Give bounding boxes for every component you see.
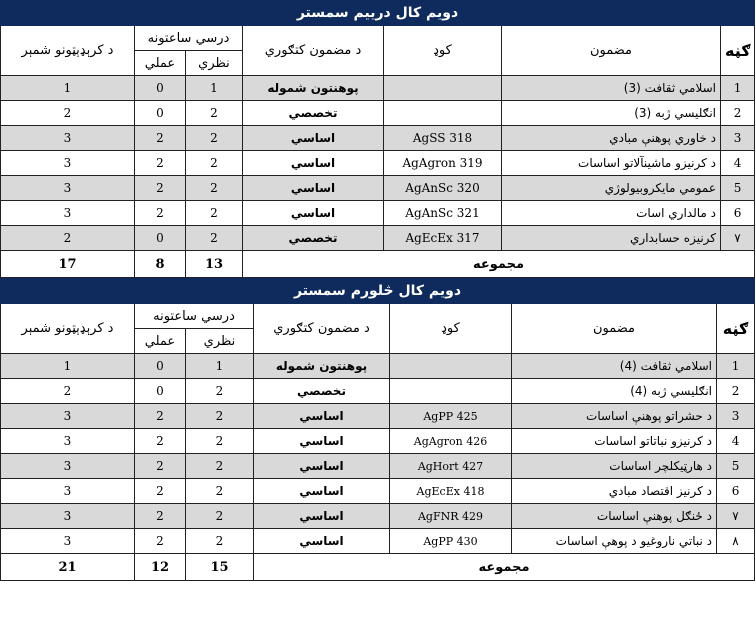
practical-cell: 0 [135, 354, 186, 379]
practical-cell: 2 [135, 126, 186, 151]
table-body [1, 354, 755, 554]
code-cell: AgEcEx 418 [390, 479, 512, 504]
practical-cell: 0 [135, 226, 186, 251]
number-sign-icon: ګڼه [722, 319, 749, 338]
number-cell: 1 [717, 354, 755, 379]
subject-cell: کرنیزه حسابداري [502, 226, 721, 251]
category-header: د مضمون کتګوري [254, 304, 390, 354]
table-row [1, 504, 755, 529]
number-sign-icon: ګڼه [725, 41, 751, 60]
credits-cell: 3 [1, 404, 135, 429]
code-cell [384, 76, 502, 101]
number-cell: 6 [717, 479, 755, 504]
header-row [1, 26, 755, 51]
table-row [1, 151, 755, 176]
table-row [1, 529, 755, 554]
total-theory: 15 [186, 554, 254, 581]
credits-cell: 2 [1, 379, 135, 404]
code-cell [390, 354, 512, 379]
number-header [721, 26, 755, 76]
number-cell: ۸ [717, 529, 755, 554]
practical-cell: 2 [135, 201, 186, 226]
hours-header: درسي ساعتونه [135, 26, 243, 51]
number-header [717, 304, 755, 354]
category-cell: اساسي [254, 429, 390, 454]
semester-3-table [0, 0, 755, 278]
category-cell: اساسي [243, 176, 384, 201]
category-cell: اساسي [243, 126, 384, 151]
total-practical: 12 [135, 554, 186, 581]
code-cell: AgPP 425 [390, 404, 512, 429]
category-cell: پوهنتون شموله [243, 76, 384, 101]
table-row [1, 479, 755, 504]
credits-cell: 3 [1, 201, 135, 226]
subject-cell: اسلامي ثقافت (3) [502, 76, 721, 101]
credits-cell: 2 [1, 101, 135, 126]
total-label: مجموعه [254, 554, 755, 581]
table-title-row [1, 1, 755, 26]
table-title-row [1, 279, 755, 304]
table-title: دويم کال څلورم سمستر [1, 279, 755, 304]
number-cell: 4 [721, 151, 755, 176]
practical-cell: 0 [135, 379, 186, 404]
theory-cell: 2 [186, 479, 254, 504]
category-cell: اساسي [254, 479, 390, 504]
subject-cell: د کرنیزو ماشینآلاتو اساسات [502, 151, 721, 176]
category-cell: اساسي [243, 151, 384, 176]
credits-cell: 2 [1, 226, 135, 251]
code-cell: AgAnSc 321 [384, 201, 502, 226]
practical-header: عملي [135, 51, 186, 76]
code-header: کوډ [390, 304, 512, 354]
theory-cell: 1 [186, 76, 243, 101]
code-cell [390, 379, 512, 404]
code-cell: AgSS 318 [384, 126, 502, 151]
table-row [1, 101, 755, 126]
practical-cell: 2 [135, 454, 186, 479]
code-cell: AgAgron 319 [384, 151, 502, 176]
theory-cell: 2 [186, 101, 243, 126]
credits-cell: 3 [1, 176, 135, 201]
subject-cell: د حشراتو پوهنې اساسات [512, 404, 717, 429]
code-cell: AgAgron 426 [390, 429, 512, 454]
theory-cell: 2 [186, 504, 254, 529]
total-credits: 17 [1, 251, 135, 278]
subject-header: مضمون [502, 26, 721, 76]
subject-cell: انګلیسي ژبه (4) [512, 379, 717, 404]
theory-cell: 2 [186, 379, 254, 404]
number-cell: 5 [721, 176, 755, 201]
practical-header: عملي [135, 329, 186, 354]
code-cell: AgAnSc 320 [384, 176, 502, 201]
number-cell: 2 [717, 379, 755, 404]
table-row [1, 226, 755, 251]
theory-cell: 1 [186, 354, 254, 379]
practical-cell: 2 [135, 504, 186, 529]
code-header: کوډ [384, 26, 502, 76]
table-row [1, 379, 755, 404]
hours-header: درسي ساعتونه [135, 304, 254, 329]
category-cell: اساسي [254, 454, 390, 479]
practical-cell: 2 [135, 404, 186, 429]
total-label: مجموعه [243, 251, 755, 278]
category-cell: اساسي [254, 404, 390, 429]
credits-cell: 3 [1, 429, 135, 454]
table-row [1, 454, 755, 479]
table-row [1, 201, 755, 226]
theory-cell: 2 [186, 176, 243, 201]
theory-cell: 2 [186, 151, 243, 176]
theory-cell: 2 [186, 201, 243, 226]
category-cell: تخصصي [254, 379, 390, 404]
total-row [1, 554, 755, 581]
code-cell: AgFNR 429 [390, 504, 512, 529]
subject-cell: د کرنیزو نباتاتو اساسات [512, 429, 717, 454]
theory-cell: 2 [186, 126, 243, 151]
total-credits: 21 [1, 554, 135, 581]
code-cell [384, 101, 502, 126]
table-row [1, 429, 755, 454]
total-practical: 8 [135, 251, 186, 278]
number-cell: 2 [721, 101, 755, 126]
practical-cell: 0 [135, 101, 186, 126]
theory-cell: 2 [186, 404, 254, 429]
table-row [1, 126, 755, 151]
credits-cell: 3 [1, 529, 135, 554]
number-cell: 1 [721, 76, 755, 101]
category-cell: اساسي [254, 529, 390, 554]
theory-cell: 2 [186, 226, 243, 251]
category-header: د مضمون کتګوري [243, 26, 384, 76]
credits-cell: 1 [1, 76, 135, 101]
theory-header: نظري [186, 329, 254, 354]
table-row [1, 176, 755, 201]
theory-header: نظري [186, 51, 243, 76]
practical-cell: 2 [135, 176, 186, 201]
subject-cell: انګلیسي ژبه (3) [502, 101, 721, 126]
subject-cell: عمومي مایکروبیولوژي [502, 176, 721, 201]
subject-cell: اسلامي ثقافت (4) [512, 354, 717, 379]
credits-cell: 3 [1, 126, 135, 151]
code-cell: AgPP 430 [390, 529, 512, 554]
category-cell: اساسي [254, 504, 390, 529]
subject-cell: د نباتي ناروغیو د پوهې اساسات [512, 529, 717, 554]
subject-cell: د مالداري اسات [502, 201, 721, 226]
subject-cell: د خاوري پوهنې مبادي [502, 126, 721, 151]
code-cell: AgHort 427 [390, 454, 512, 479]
subject-header: مضمون [512, 304, 717, 354]
number-cell: 6 [721, 201, 755, 226]
semester-4-table [0, 278, 755, 581]
code-cell: AgEcEx 317 [384, 226, 502, 251]
credits-header: د کرېډېټونو شمېر [1, 26, 135, 76]
table-row [1, 404, 755, 429]
theory-cell: 2 [186, 429, 254, 454]
theory-cell: 2 [186, 529, 254, 554]
number-cell: 4 [717, 429, 755, 454]
category-cell: اساسي [243, 201, 384, 226]
total-theory: 13 [186, 251, 243, 278]
practical-cell: 2 [135, 429, 186, 454]
credits-cell: 3 [1, 151, 135, 176]
total-row [1, 251, 755, 278]
credits-header: د کرېډېټونو شمېر [1, 304, 135, 354]
number-cell: 3 [717, 404, 755, 429]
subject-cell: د ځنګل پوهنې اساسات [512, 504, 717, 529]
number-cell: ۷ [721, 226, 755, 251]
credits-cell: 3 [1, 504, 135, 529]
credits-cell: 1 [1, 354, 135, 379]
category-cell: تخصصي [243, 226, 384, 251]
category-cell: تخصصي [243, 101, 384, 126]
table-row [1, 76, 755, 101]
number-cell: 3 [721, 126, 755, 151]
category-cell: پوهنتون شموله [254, 354, 390, 379]
credits-cell: 3 [1, 479, 135, 504]
subject-cell: د هارټیکلچر اساسات [512, 454, 717, 479]
table-row [1, 354, 755, 379]
credits-cell: 3 [1, 454, 135, 479]
table-title: دويم کال دريیم سمستر [1, 1, 755, 26]
table-body [1, 76, 755, 251]
practical-cell: 2 [135, 151, 186, 176]
practical-cell: 0 [135, 76, 186, 101]
header-row [1, 304, 755, 329]
theory-cell: 2 [186, 454, 254, 479]
number-cell: ۷ [717, 504, 755, 529]
practical-cell: 2 [135, 529, 186, 554]
subject-cell: د کرنیز اقتصاد مبادي [512, 479, 717, 504]
number-cell: 5 [717, 454, 755, 479]
practical-cell: 2 [135, 479, 186, 504]
